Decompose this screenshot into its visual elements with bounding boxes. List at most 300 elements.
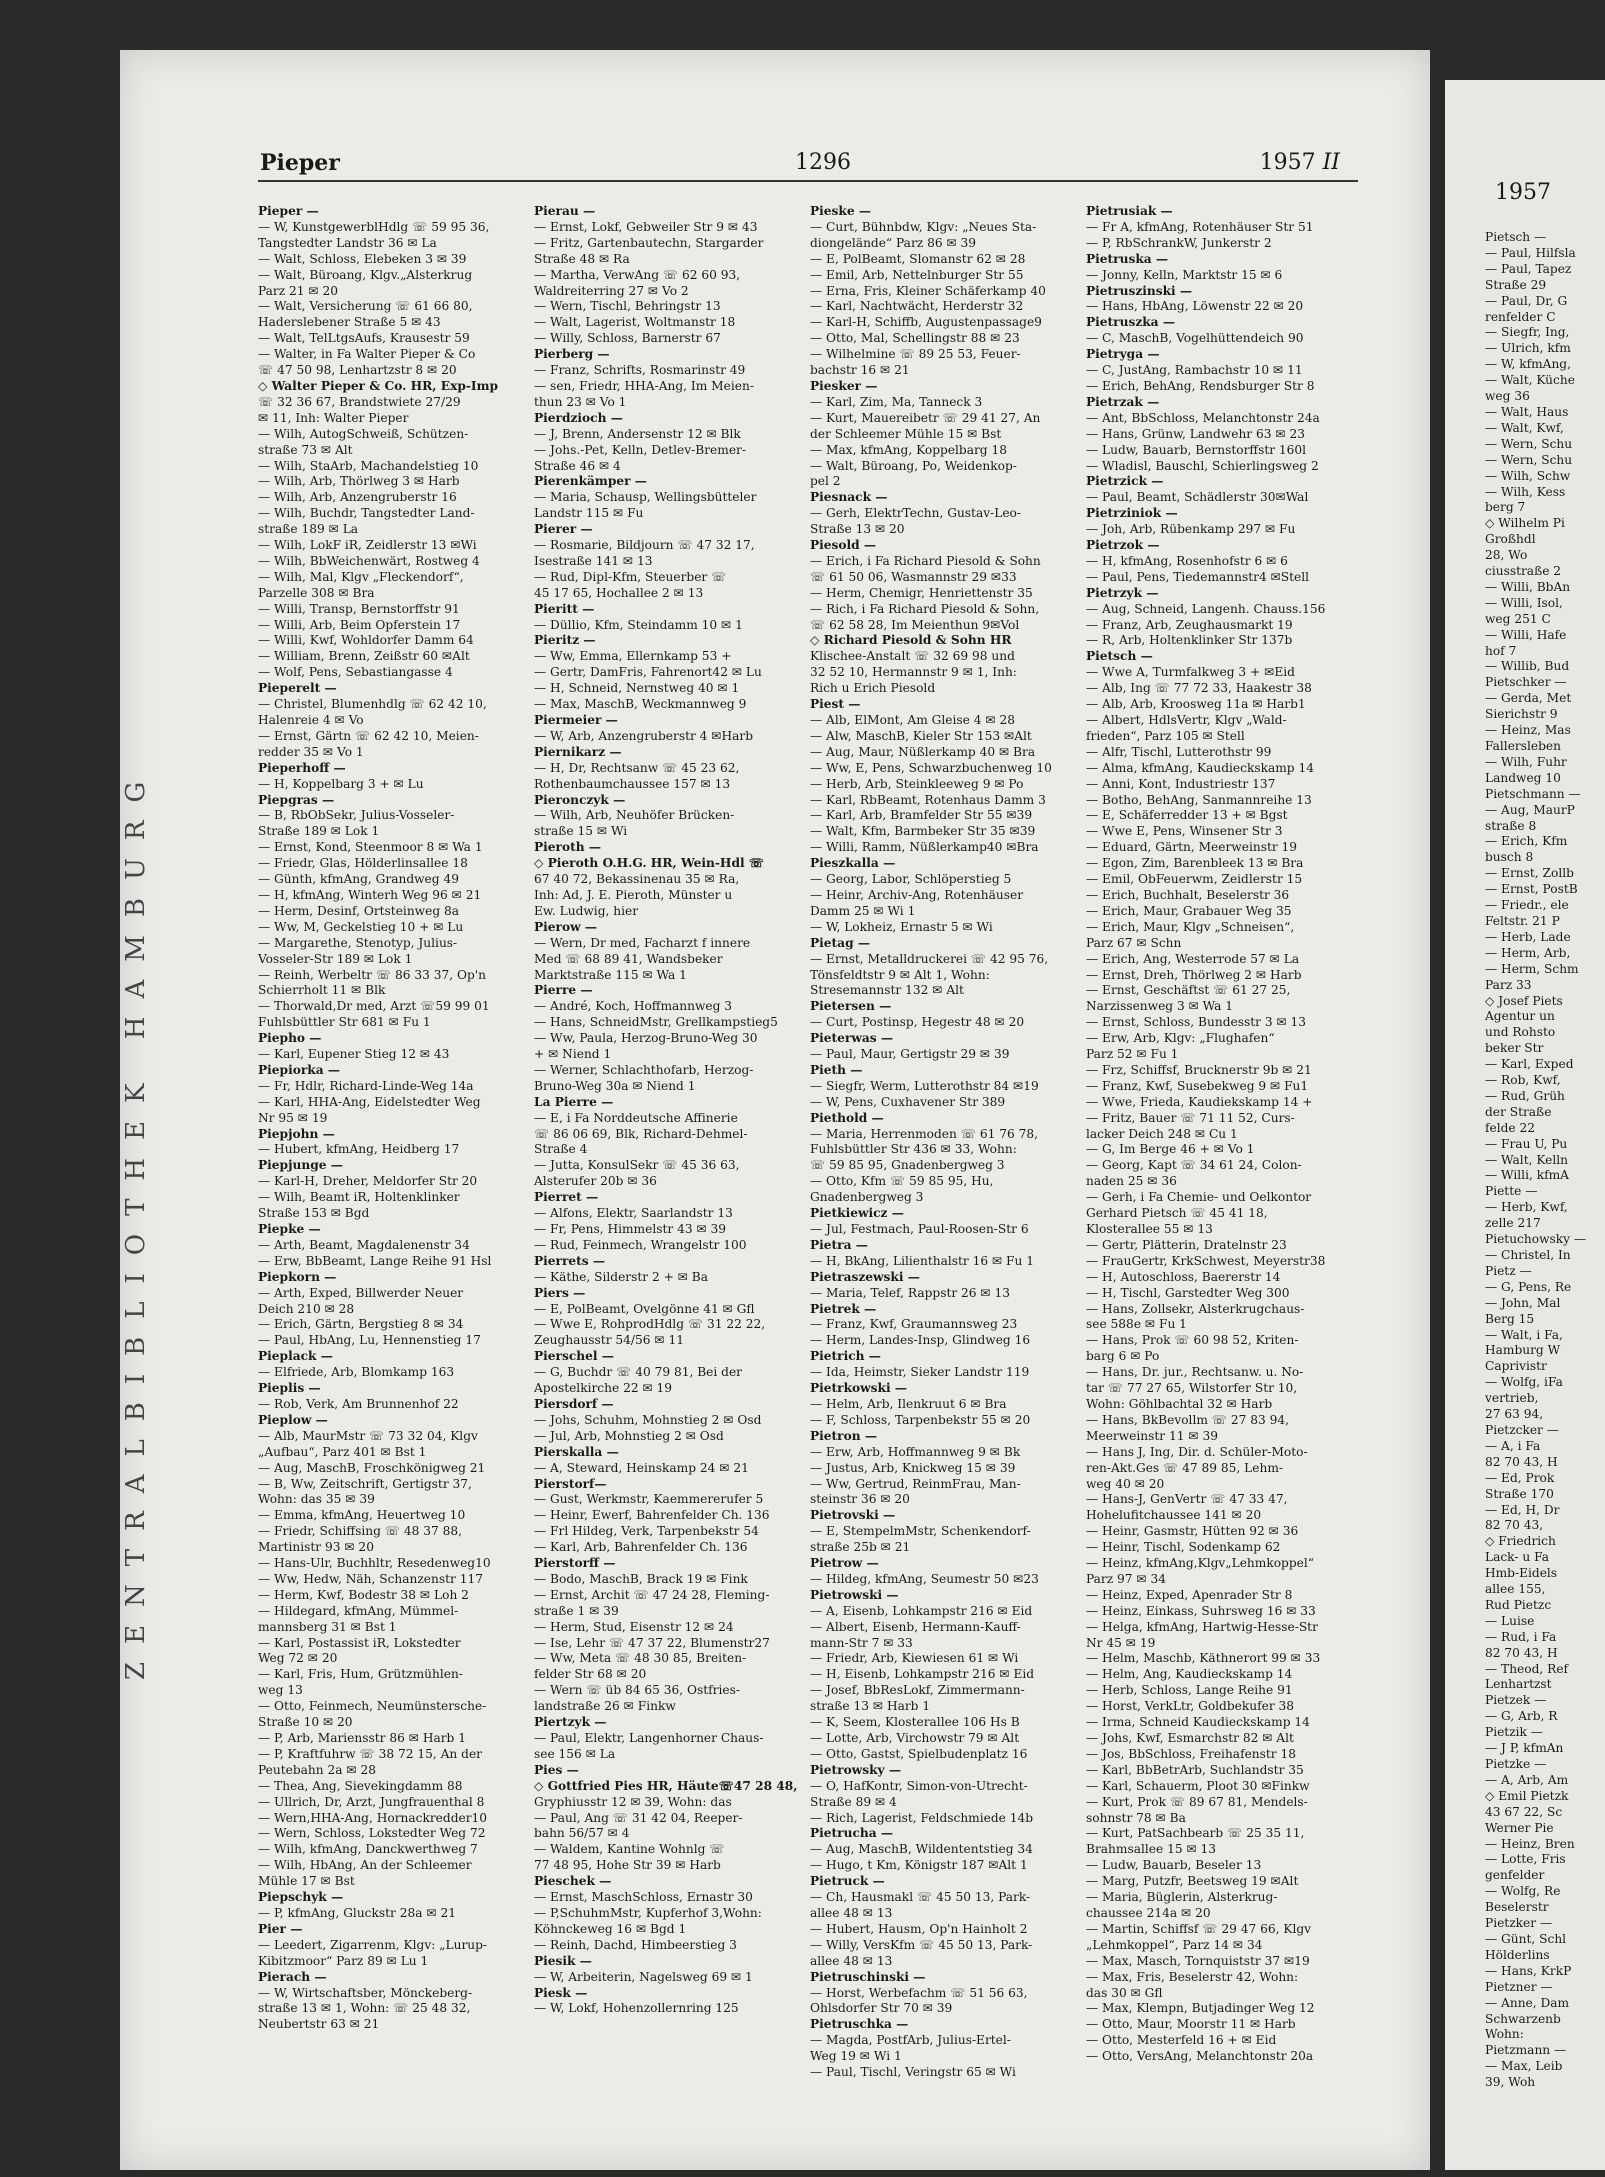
next-page-entry-line: Lack- u Fa [1485, 1550, 1549, 1565]
directory-entry-line: — FrauGertr, KrkSchwest, Meyerstr38 [1086, 1253, 1326, 1268]
directory-entry-line: — C, MaschB, Vogelhüttendeich 90 [1086, 331, 1304, 346]
next-page-entry-line: — John, Mal [1485, 1295, 1561, 1310]
directory-entry-line: diongelände“ Parz 86 ✉ 39 [810, 235, 977, 250]
directory-entry-line: Ohlsdorfer Str 70 ✉ 39 [810, 2001, 953, 2016]
directory-entry-line: — Ernst, Dreh, Thörlweg 2 ✉ Harb [1086, 967, 1302, 982]
directory-entry-line: — J, Brenn, Andersenstr 12 ✉ Blk [534, 426, 741, 441]
directory-entry-line: — Emil, Arb, Nettelnburger Str 55 [810, 267, 1024, 282]
directory-entry-line: Rich u Erich Piesold [810, 681, 936, 696]
directory-entry-line: Pierstorff — [534, 1556, 616, 1571]
directory-entry-line: — Paul, Elektr, Langenhorner Chaus- [534, 1731, 764, 1745]
directory-entry-line: — E, i Fa Norddeutsche Affinerie [534, 1110, 738, 1125]
next-page-entry-line: — Willi, Isol, [1485, 595, 1563, 610]
directory-entry-line: Pietruschka — [810, 2017, 909, 2032]
next-page-entry-line: Pietschker — [1485, 675, 1567, 690]
directory-entry-line: — Fritz, Gartenbautechn, Stargarder [534, 235, 764, 250]
directory-entry-line: — Willi, Kwf, Wohldorfer Damm 64 [258, 633, 474, 648]
directory-entry-line: Piesik — [534, 1953, 592, 1968]
directory-entry-line: — Heinz, Einkass, Suhrsweg 16 ✉ 33 [1086, 1603, 1316, 1618]
next-page-entry-line: — Günt, Schl [1485, 1931, 1567, 1946]
next-page-entry-line: Pietz — [1485, 1263, 1532, 1278]
directory-entry-line: mann-Str 7 ✉ 33 [810, 1635, 913, 1650]
directory-entry-line: — Ernst, Schloss, Bundesstr 3 ✉ 13 [1086, 1015, 1307, 1030]
directory-entry-line: Pietrich — [810, 1349, 881, 1364]
directory-entry-line: 32 52 10, Hermannstr 9 ✉ 1, Inh: [810, 665, 1017, 680]
next-page-entry-line: — G, Arb, R [1485, 1709, 1558, 1724]
directory-entry-line: — Marg, Putzfr, Beetsweg 19 ✉Alt [1086, 1874, 1299, 1889]
directory-entry-line: — Erich, Gärtn, Bergstieg 8 ✉ 34 [258, 1317, 464, 1332]
directory-entry-line: Pier — [258, 1921, 303, 1936]
directory-entry-line: — Christel, Blumenhdlg ☏ 62 42 10, [258, 697, 487, 712]
directory-entry-line: — Jos, BbSchloss, Freihafenstr 18 [1086, 1746, 1297, 1761]
next-page-entry-line: — Wilh, Kess [1485, 484, 1566, 499]
next-page-entry-line: 28, Wo [1485, 548, 1528, 563]
directory-entry-line: — Heinr, Archiv-Ang, Rotenhäuser [810, 887, 1024, 902]
directory-entry-line: — H, kfmAng, Winterh Weg 96 ✉ 21 [258, 887, 482, 902]
directory-entry-line: Piepke — [258, 1222, 321, 1236]
directory-entry-line: Vosseler-Str 189 ✉ Lok 1 [258, 951, 413, 966]
directory-entry-line: — Magda, PostfArb, Julius-Ertel- [810, 2033, 1011, 2048]
next-page-entry-line: — J P, kfmAn [1485, 1741, 1564, 1756]
directory-entry-line: — Walt, Büroang, Klgv.„Alsterkrug [258, 267, 473, 282]
next-page-entry-line: — Rud, Grüh [1485, 1088, 1565, 1103]
next-page-entry-line: — Wolfg, iFa [1485, 1375, 1563, 1390]
directory-entry-line: Piepjohn — [258, 1126, 335, 1141]
directory-entry-line: Pierre — [534, 983, 593, 998]
directory-entry-line: Pieroth — [534, 840, 602, 855]
next-page-entry-line: — Ulrich, kfm [1485, 341, 1571, 356]
directory-entry-line: chaussee 214a ✉ 20 [1086, 1905, 1211, 1920]
directory-entry-line: — Karl, Eupener Stieg 12 ✉ 43 [258, 1047, 450, 1062]
next-page-entry-line: — Ed, Prok [1485, 1470, 1555, 1485]
directory-entry-line: — Karl, Nachtwächt, Herderstr 32 [810, 299, 1024, 314]
next-page-entry-line: Hölderlins [1485, 1947, 1550, 1962]
directory-entry-line: — F, Schloss, Tarpenbekstr 55 ✉ 20 [810, 1412, 1031, 1427]
header-rule [258, 180, 1358, 182]
directory-entry-line: — Otto, Gastst, Spielbudenplatz 16 [810, 1746, 1028, 1761]
directory-entry-line: — Paul, Tischl, Veringstr 65 ✉ Wi [810, 2065, 1016, 2080]
next-page-entry-line: berg 7 [1485, 500, 1526, 515]
directory-entry-line: — Herm, Stud, Eisenstr 12 ✉ 24 [534, 1619, 734, 1634]
next-page-entry-line: — Wilh, Fuhr [1485, 754, 1567, 769]
directory-entry-line: — Otto, Kfm ☏ 59 85 95, Hu, [810, 1174, 994, 1189]
next-page-entry-line: — Paul, Hilfsla [1485, 245, 1576, 260]
next-page-entry-line: Lenhartzst [1485, 1677, 1552, 1692]
next-page-entry-line: — Frau U, Pu [1485, 1136, 1568, 1151]
directory-entry-line: Pieronczyk — [534, 792, 626, 807]
directory-entry-line: — Fr, Hdlr, Richard-Linde-Weg 14a [258, 1078, 474, 1093]
directory-entry-line: Pietruck — [810, 1874, 885, 1889]
directory-entry-line: Pieritt — [534, 601, 595, 616]
directory-entry-line: Narzissenweg 3 ✉ Wa 1 [1086, 999, 1234, 1014]
directory-entry-line: thun 23 ✉ Vo 1 [534, 394, 627, 409]
directory-entry-line: Pieth — [810, 1062, 863, 1077]
directory-entry-line: ✉ 11, Inh: Walter Pieper [258, 410, 409, 425]
directory-entry-line: — Karl, Arb, Bramfelder Str 55 ✉39 [810, 808, 1033, 823]
directory-entry-line: ◇ Richard Piesold & Sohn HR [810, 633, 1012, 648]
directory-entry-line: Nr 95 ✉ 19 [258, 1110, 328, 1125]
next-page-entry-line: — Herm, Schm [1485, 961, 1579, 976]
directory-entry-line: — Anni, Kont, Industriestr 137 [1086, 776, 1276, 791]
directory-entry-line: Pietrkowski — [810, 1381, 908, 1396]
directory-entry-line: — Georg, Labor, Schlöperstieg 5 [810, 872, 1012, 887]
directory-entry-line: — Wilh, Beamt iR, Holtenklinker [258, 1190, 460, 1205]
directory-entry-line: — Herb, Schloss, Lange Reihe 91 [1086, 1683, 1293, 1698]
directory-entry-line: — O, HafKontr, Simon-von-Utrecht- [810, 1778, 1028, 1793]
directory-entry-line: Rothenbaumchaussee 157 ✉ 13 [534, 776, 731, 791]
directory-entry-line: bachstr 16 ✉ 21 [810, 363, 910, 378]
directory-entry-line: — Herm, Chemigr, Henriettenstr 35 [810, 585, 1033, 600]
directory-entry-line: Piesker — [810, 378, 878, 393]
next-page-entry-line: Piette — [1485, 1184, 1538, 1199]
directory-entry-line: Pietrzak — [1086, 394, 1160, 409]
directory-entry-line: — Johs.-Pet, Kelln, Detlev-Bremer- [534, 442, 746, 457]
directory-entry-line: Pierow — [534, 919, 598, 934]
directory-entry-line: Pietag — [810, 935, 871, 950]
directory-entry-line: — Egon, Zim, Barenbleek 13 ✉ Bra [1086, 856, 1304, 871]
directory-entry-line: Piest — [810, 697, 861, 712]
directory-entry-line: Pieplack — [258, 1349, 333, 1364]
directory-entry-line: 77 48 95, Hohe Str 39 ✉ Harb [534, 1858, 721, 1873]
next-page-entry-line: 43 67 22, Sc [1485, 1804, 1563, 1819]
next-page-entry-line: — Wern, Schu [1485, 436, 1573, 451]
next-page-entry-line: — Erich, Kfm [1485, 834, 1568, 849]
directory-entry-line: — Hans-J, GenVertr ☏ 47 33 47, [1086, 1492, 1288, 1507]
directory-entry-line: — Aug, Schneid, Langenh. Chauss.156 [1086, 601, 1326, 616]
directory-entry-line: — Arth, Exped, Billwerder Neuer [258, 1285, 464, 1300]
directory-entry-line: — C, JustAng, Rambachstr 10 ✉ 11 [1086, 363, 1303, 378]
directory-entry-line: — Karl, RbBeamt, Rotenhaus Damm 3 [810, 792, 1046, 807]
directory-entry-line: — H, Schneid, Nernstweg 40 ✉ 1 [534, 681, 740, 696]
directory-entry-line: — Justus, Arb, Knickweg 15 ✉ 39 [810, 1460, 1016, 1475]
next-page-entry-line: Pietzik — [1485, 1725, 1543, 1740]
directory-entry-line: — Frl Hildeg, Verk, Tarpenbekstr 54 [534, 1524, 759, 1539]
directory-entry-line: Landstr 115 ✉ Fu [534, 506, 644, 521]
directory-entry-line: — Erw, BbBeamt, Lange Reihe 91 Hsl [258, 1253, 492, 1268]
directory-entry-line: Meerweinstr 11 ✉ 39 [1086, 1428, 1218, 1443]
directory-entry-line: — Walt, Büroang, Po, Weidenkop- [810, 458, 1017, 473]
directory-entry-line: Pierstorf— [534, 1476, 607, 1491]
page-number: 1296 [795, 150, 851, 175]
next-page-entry-line: Fallersleben [1485, 739, 1561, 753]
next-page-entry-line: — Hans, KrkP [1485, 1963, 1572, 1978]
directory-entry-line: — Franz, Kwf, Susebekweg 9 ✉ Fu1 [1086, 1078, 1309, 1093]
directory-entry-line: — W, Lokf, Hohenzollernring 125 [534, 2001, 739, 2016]
directory-entry-line: — Jul, Arb, Mohnstieg 2 ✉ Osd [534, 1428, 724, 1443]
directory-entry-line: weg 40 ✉ 20 [1086, 1476, 1165, 1491]
next-page-entry-line: hof 7 [1485, 643, 1517, 658]
directory-entry-line: Piepgras — [258, 792, 335, 807]
next-page-entry-line: Pietzke — [1485, 1757, 1547, 1771]
directory-entry-line: — W, Arbeiterin, Nagelsweg 69 ✉ 1 [534, 1969, 753, 1984]
next-page-entry-line: Feltstr. 21 P [1485, 913, 1560, 928]
directory-entry-line: Tönsfeldtstr 9 ✉ Alt 1, Wohn: [810, 967, 990, 982]
directory-entry-line: redder 35 ✉ Vo 1 [258, 744, 364, 759]
directory-entry-line: — Wern, Schloss, Lokstedter Weg 72 [258, 1826, 486, 1841]
directory-entry-line: — William, Brenn, Zeißstr 60 ✉Alt [258, 649, 470, 664]
directory-entry-line: La Pierre — [534, 1094, 614, 1109]
directory-entry-line: — Paul, HbAng, Lu, Hennenstieg 17 [258, 1333, 481, 1348]
next-page-entry-line: Agentur un [1485, 1009, 1555, 1024]
directory-entry-line: das 30 ✉ Gfl [1086, 1985, 1163, 2000]
directory-entry-line: — Aug, Maur, Nüßlerkamp 40 ✉ Bra [810, 744, 1036, 759]
directory-entry-line: — Margarethe, Stenotyp, Julius- [258, 935, 458, 950]
directory-entry-line: Piertzyk — [534, 1715, 607, 1730]
directory-entry-line: — Herm, Kwf, Bodestr 38 ✉ Loh 2 [258, 1587, 469, 1602]
directory-column-4 [1086, 204, 1344, 2065]
directory-entry-line: Pieperelt — [258, 681, 337, 696]
directory-entry-line: — Lotte, Arb, Virchowstr 79 ✉ Alt [810, 1731, 1020, 1745]
next-page-entry-line: Parz 33 [1485, 977, 1532, 992]
directory-entry-line: Piermeier — [534, 713, 618, 727]
directory-entry-line: — Jutta, KonsulSekr ☏ 45 36 63, [534, 1158, 740, 1173]
directory-entry-line: — Wladisl, Bauschl, Schierlingsweg 2 [1086, 458, 1319, 473]
library-stamp [121, 300, 152, 1700]
directory-entry-line: — P, Kraftfuhrw ☏ 38 72 15, An der [258, 1746, 482, 1761]
directory-entry-line: — Ww, E, Pens, Schwarzbuchenweg 10 [810, 760, 1052, 775]
directory-entry-line: — Käthe, Silderstr 2 + ✉ Ba [534, 1269, 708, 1284]
directory-entry-line: — Ludw, Bauarb, Beseler 13 [1086, 1858, 1262, 1873]
directory-entry-line: — H, Dr, Rechtsanw ☏ 45 23 62, [534, 760, 740, 775]
directory-entry-line: — Ernst, Archit ☏ 47 24 28, Fleming- [534, 1587, 770, 1602]
directory-entry-line: — Max, Fris, Beselerstr 42, Wohn: [1086, 1969, 1299, 1984]
directory-entry-line: ren-Akt.Ges ☏ 47 89 85, Lehm- [1086, 1460, 1284, 1475]
directory-entry-line: — Ernst, Kond, Steenmoor 8 ✉ Wa 1 [258, 840, 483, 855]
directory-entry-line: 45 17 65, Hochallee 2 ✉ 13 [534, 585, 704, 600]
next-page-entries [1485, 230, 1586, 2091]
directory-entry-line: — Horst, Werbefachm ☏ 51 56 63, [810, 1985, 1028, 2000]
directory-entry-line: — B, RbObSekr, Julius-Vosseler- [258, 808, 455, 823]
directory-entry-line: — P, Arb, Mariensstr 86 ✉ Harb 1 [258, 1731, 466, 1745]
directory-entry-line: Fuhlsbüttler Str 436 ✉ 33, Wohn: [810, 1142, 1017, 1157]
directory-entry-line: — Paul, Maur, Gertigstr 29 ✉ 39 [810, 1047, 1010, 1062]
directory-entry-line: — Alma, kfmAng, Kaudieckskamp 14 [1086, 760, 1314, 775]
next-page-entry-line: genfelder [1485, 1868, 1545, 1883]
directory-entry-line: — Ant, BbSchloss, Melanchtonstr 24a [1086, 410, 1320, 425]
directory-entry-line: — Franz, Kwf, Graumannsweg 23 [810, 1317, 1018, 1332]
directory-entry-line: Pietrek — [810, 1301, 877, 1316]
directory-entry-line: straße 189 ✉ La [258, 522, 359, 537]
directory-entry-line: — Paul, Pens, Tiedemannstr4 ✉Stell [1086, 569, 1310, 584]
directory-entry-line: — Max, Masch, Tornquiststr 37 ✉19 [1086, 1953, 1310, 1968]
directory-entry-line: — Erich, Maur, Grabauer Weg 35 [1086, 903, 1292, 918]
directory-entry-line: Gerhard Pietsch ☏ 45 41 18, [1086, 1206, 1268, 1221]
directory-entry-line: — P, RbSchrankW, Junkerstr 2 [1086, 235, 1272, 250]
directory-entry-line: — Wolf, Pens, Sebastiangasse 4 [258, 665, 453, 680]
directory-entry-line: — Erich, i Fa Richard Piesold & Sohn [810, 553, 1041, 568]
directory-entry-line: Straße 4 [534, 1142, 588, 1157]
directory-entry-line: — Elfriede, Arb, Blomkamp 163 [258, 1365, 455, 1380]
directory-entry-line: — Rich, Lagerist, Feldschmiede 14b [810, 1810, 1034, 1825]
directory-entry-line: — Wilh, Mal, Klgv „Fleckendorf“, [258, 569, 464, 584]
directory-entry-line: — H, BkAng, Lilienthalstr 16 ✉ Fu 1 [810, 1253, 1034, 1268]
directory-entry-line: Straße 46 ✉ 4 [534, 458, 621, 473]
directory-entry-line: — Rich, i Fa Richard Piesold & Sohn, [810, 601, 1040, 616]
directory-entry-line: Piethold — [810, 1110, 884, 1125]
directory-entry-line: — Alb, Arb, Kroosweg 11a ✉ Harb1 [1086, 697, 1306, 712]
directory-entry-line: — Karl, Fris, Hum, Grützmühlen- [258, 1667, 463, 1682]
directory-entry-line: — Walt, Versicherung ☏ 61 66 80, [258, 299, 473, 314]
directory-entry-line: — Erna, Fris, Kleiner Schäferkamp 40 [810, 283, 1046, 298]
next-page-entry-line: — G, Pens, Re [1485, 1279, 1572, 1294]
directory-entry-line: — P,SchuhmMstr, Kupferhof 3,Wohn: [534, 1905, 762, 1920]
directory-entry-line: Straße 48 ✉ Ra [534, 251, 630, 266]
next-page-entry-line: weg 36 [1485, 389, 1530, 404]
directory-entry-line: — Helm, Ang, Kaudieckskamp 14 [1086, 1667, 1293, 1682]
directory-entry-line: Pietruszinski — [1086, 283, 1193, 298]
directory-entry-line: — Werner, Schlachthofarb, Herzog- [534, 1062, 754, 1077]
directory-entry-line: — Otto, Maur, Moorstr 11 ✉ Harb [1086, 2017, 1296, 2032]
directory-entry-line: Klosterallee 55 ✉ 13 [1086, 1222, 1213, 1236]
directory-entry-line: Alsterufer 20b ✉ 36 [534, 1174, 657, 1189]
directory-entry-line: Pietrow — [810, 1556, 879, 1571]
directory-entry-line: Schierrholt 11 ✉ Blk [258, 983, 386, 998]
library-stamp-text: ZENTRALBIBLIOTHEK HAMBURG [121, 763, 151, 1680]
directory-entry-line: — Wilh, kfmAng, Danckwerthweg 7 [258, 1842, 478, 1857]
directory-entry-line: Hohelufitchaussee 141 ✉ 20 [1086, 1508, 1262, 1523]
next-page-entry-line: — Willi, BbAn [1485, 579, 1571, 594]
directory-entry-line: — Ww, Gertrud, ReinmFrau, Man- [810, 1476, 1021, 1491]
directory-entry-line: — Otto, Mesterfeld 16 + ✉ Eid [1086, 2033, 1277, 2048]
directory-entry-line: straße 25b ✉ 21 [810, 1540, 911, 1555]
next-page-entry-line: — Wilh, Schw [1485, 468, 1571, 483]
directory-entry-line: — Thorwald,Dr med, Arzt ☏59 99 01 [258, 999, 490, 1014]
directory-entry-line: — Albert, HdlsVertr, Klgv „Wald- [1086, 713, 1287, 727]
directory-entry-line: — Fr, Pens, Himmelstr 43 ✉ 39 [534, 1222, 727, 1236]
next-page-entry-line: — Rud, i Fa [1485, 1629, 1557, 1644]
directory-column-1 [258, 204, 516, 2033]
directory-entry-line: — Hans, Prok ☏ 60 98 52, Kriten- [1086, 1333, 1299, 1348]
next-page-entry-line: Straße 170 [1485, 1486, 1554, 1501]
directory-entry-line: Wohn: das 35 ✉ 39 [258, 1492, 375, 1507]
directory-entry-line: — Franz, Schrifts, Rosmarinstr 49 [534, 363, 746, 378]
next-page-entry-line: Pietschmann — [1485, 786, 1581, 801]
directory-entry-line: — A, Eisenb, Lohkampstr 216 ✉ Eid [810, 1603, 1033, 1618]
directory-entry-line: Pietrziniok — [1086, 506, 1178, 521]
next-page-entry-line: — Paul, Tapez [1485, 261, 1572, 276]
directory-entry-line: allee 48 ✉ 13 [810, 1953, 893, 1968]
directory-entry-line: — Maria, Büglerin, Alsterkrug- [1086, 1890, 1278, 1905]
directory-entry-line: Pieritz — [534, 633, 596, 648]
directory-entry-line: — Herm, Landes-Insp, Glindweg 16 [810, 1333, 1031, 1348]
directory-entry-line: — Ww, Hedw, Näh, Schanzenstr 117 [258, 1571, 483, 1586]
directory-entry-line: — E, PolBeamt, Slomanstr 62 ✉ 28 [810, 251, 1026, 266]
directory-entry-line: — Karl, Schauerm, Ploot 30 ✉Finkw [1086, 1778, 1310, 1793]
next-page-entry-line: 27 63 94, [1485, 1407, 1544, 1422]
directory-entry-line: — Friedr, Glas, Hölderlinsallee 18 [258, 856, 468, 871]
directory-entry-line: — Maria, Schausp, Wellingsbütteler [534, 490, 757, 505]
directory-entry-line: — Wwe A, Turmfalkweg 3 + ✉Eid [1086, 665, 1295, 680]
directory-entry-line: — Eduard, Gärtn, Meerweinstr 19 [1086, 840, 1298, 855]
directory-entry-line: Wohn: Göhlbachtal 32 ✉ Harb [1086, 1396, 1273, 1411]
directory-entry-line: — Fr A, kfmAng, Rotenhäuser Str 51 [1086, 219, 1314, 234]
directory-entry-line: Piernikarz — [534, 744, 622, 759]
directory-entry-line: — H, Koppelbarg 3 + ✉ Lu [258, 776, 424, 791]
directory-entry-line: — Wilh, AutogSchweiß, Schützen- [258, 426, 469, 441]
directory-entry-line: — G, Im Berge 46 + ✉ Vo 1 [1086, 1142, 1255, 1157]
directory-entry-line: — Thea, Ang, Sievekingdamm 88 [258, 1778, 463, 1793]
directory-entry-line: — Paul, Ang ☏ 31 42 04, Reeper- [534, 1810, 743, 1825]
directory-entry-line: Pieszkalla — [810, 856, 896, 871]
directory-entry-line: — Karl, HHA-Ang, Eidelstedter Weg [258, 1094, 481, 1109]
directory-entry-line: — Wilh, HbAng, An der Schleemer [258, 1858, 472, 1873]
directory-entry-line: Pietrzok — [1086, 538, 1160, 553]
directory-entry-line: Straße 13 ✉ 20 [810, 522, 905, 537]
directory-entry-line: weg 13 [258, 1683, 303, 1698]
next-page-entry-line: Hamburg W [1485, 1343, 1561, 1358]
directory-entry-line: Piesnack — [810, 490, 888, 505]
directory-entry-line: — Botho, BehAng, Sanmannreihe 13 [1086, 792, 1312, 807]
directory-entry-line: — Reinh, Werbeltr ☏ 86 33 37, Op'n [258, 967, 487, 982]
directory-entry-line: — Max, Klempn, Butjadinger Weg 12 [1086, 2001, 1315, 2016]
directory-entry-line: Parz 52 ✉ Fu 1 [1086, 1047, 1179, 1062]
directory-entry-line: — Reinh, Dachd, Himbeerstieg 3 [534, 1937, 737, 1952]
directory-entry-line: Damm 25 ✉ Wi 1 [810, 903, 916, 918]
directory-entry-line: ◇ Walter Pieper & Co. HR, Exp-Imp [258, 378, 499, 393]
directory-entry-line: — Friedr, Arb, Kiewiesen 61 ✉ Wi [810, 1651, 1019, 1666]
directory-entry-line: ◇ Gottfried Pies HR, Häute☏47 28 48, [534, 1778, 798, 1793]
next-page-entry-line: ◇ Josef Piets [1485, 993, 1563, 1008]
directory-entry-line: Pieske — [810, 204, 872, 218]
directory-entry-line: — Karl, BbBetrArb, Suchlandstr 35 [1086, 1762, 1304, 1777]
next-page-entry-line: Sierichstr 9 [1485, 707, 1558, 722]
next-page-entry-line: — Willib, Bud [1485, 659, 1570, 674]
directory-entry-line: Parzelle 308 ✉ Bra [258, 585, 375, 600]
directory-entry-line: Pietruschinski — [810, 1969, 926, 1984]
next-page-entry-line: ◇ Friedrich [1485, 1534, 1556, 1549]
directory-entry-line: — Emil, ObFeuerwm, Zeidlerstr 15 [1086, 872, 1303, 887]
directory-entry-line: — E, Schäferredder 13 + ✉ Bgst [1086, 808, 1288, 823]
directory-entry-line: — Günth, kfmAng, Grandweg 49 [258, 872, 459, 887]
directory-column-2 [534, 204, 798, 2017]
directory-entry-line: felder Str 68 ✉ 20 [534, 1667, 647, 1682]
next-page-entry-line: weg 251 C [1485, 611, 1551, 626]
directory-entry-line: — Curt, Bühnbdw, Klgv: „Neues Sta- [810, 219, 1037, 234]
directory-entry-line: — Ullrich, Dr, Arzt, Jungfrauenthal 8 [258, 1794, 485, 1809]
next-page-entry-line: Rud Pietzc [1485, 1597, 1552, 1612]
next-page-entry-line: zelle 217 [1485, 1216, 1541, 1231]
directory-entry-line: ☏ 62 58 28, Im Meienthun 9✉Vol [810, 617, 1020, 632]
directory-entry-line: — Heinr, Tischl, Sodenkamp 62 [1086, 1540, 1281, 1555]
directory-column-3 [810, 204, 1068, 2081]
directory-entry-line: — Gertr, Plätterin, Dratelnstr 23 [1086, 1237, 1287, 1252]
directory-entry-line: — Ww, Emma, Ellernkamp 53 + [534, 649, 732, 664]
directory-entry-line: Kibitzmoor“ Parz 89 ✉ Lu 1 [258, 1953, 429, 1968]
directory-entry-line: — Kurt, Prok ☏ 89 67 81, Mendels- [1086, 1794, 1308, 1809]
directory-entry-line: — Frz, Schiffsf, Brucknerstr 9b ✉ 21 [1086, 1062, 1312, 1077]
directory-entry-line: — Fritz, Bauer ☏ 71 11 52, Curs- [1086, 1110, 1295, 1125]
directory-entry-line: — W, KunstgewerblHdlg ☏ 59 95 36, [258, 219, 490, 234]
running-head-name: Pieper [260, 150, 340, 176]
directory-entry-line: Inh: Ad, J. E. Pieroth, Münster u [534, 887, 733, 902]
directory-entry-line: — Ise, Lehr ☏ 47 37 22, Blumenstr27 [534, 1635, 770, 1650]
directory-entry-line: — Wilh, Arb, Anzengruberstr 16 [258, 490, 457, 505]
directory-entry-line: — Wern,HHA-Ang, Hornackredder10 [258, 1810, 488, 1825]
directory-entry-line: — P, kfmAng, Gluckstr 28a ✉ 21 [258, 1905, 456, 1920]
next-page-entry-line: Pietzker — [1485, 1916, 1553, 1931]
directory-entry-line: Piepiorka — [258, 1062, 341, 1077]
directory-entry-line: — Erw, Arb, Klgv: „Flughafen“ [1086, 1031, 1275, 1046]
directory-entry-line: — Johs, Kwf, Esmarchstr 82 ✉ Alt [1086, 1731, 1294, 1745]
directory-entry-line: — Karl, Postassist iR, Lokstedter [258, 1635, 461, 1650]
directory-entry-line: — Ww, Paula, Herzog-Bruno-Weg 30 [534, 1031, 758, 1046]
directory-entry-line: Pietrucha — [810, 1826, 894, 1841]
directory-entry-line: Klischee-Anstalt ☏ 32 69 98 und [810, 649, 1015, 664]
directory-entry-line: Haderslebener Straße 5 ✉ 43 [258, 315, 441, 330]
directory-entry-line: — Wilh, Buchdr, Tangstedter Land- [258, 506, 475, 521]
next-page-entry-line: — Rob, Kwf, [1485, 1073, 1561, 1088]
directory-entry-line: — Siegfr, Werm, Lutterothstr 84 ✉19 [810, 1078, 1039, 1093]
